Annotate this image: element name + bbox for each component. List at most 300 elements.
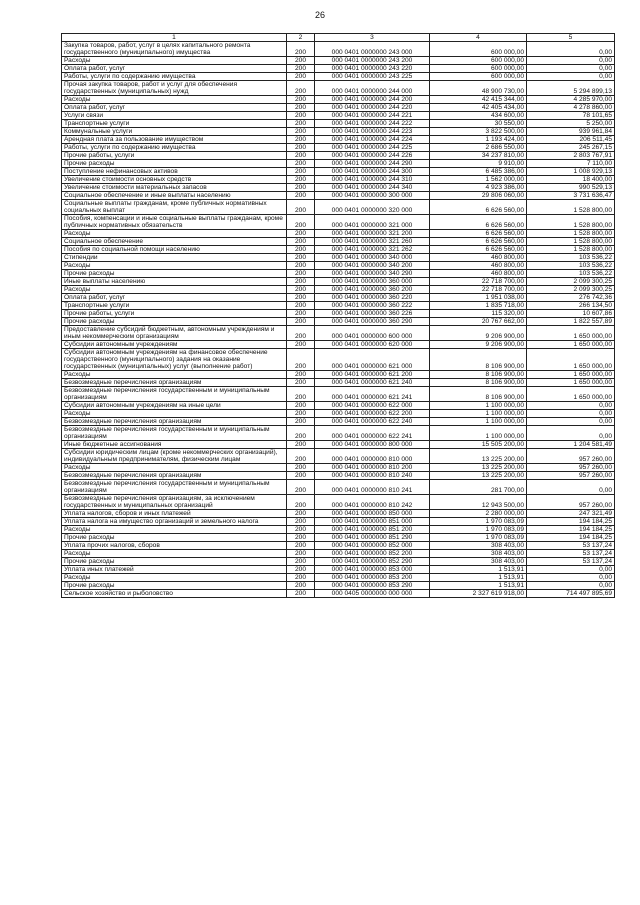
item-name-cell: Коммунальные услуги [62, 128, 287, 136]
fact-amount-cell: 266 134,50 [527, 302, 615, 310]
table-row [62, 160, 615, 168]
table-row [62, 246, 615, 254]
plan-amount-cell: 13 225 200,00 [430, 449, 527, 464]
item-name-cell: Работы, услуги по содержанию имущества [62, 144, 287, 152]
kbk-cell: 000 0401 0000000 621 241 [315, 387, 430, 402]
table-row [62, 96, 615, 104]
code-cell: 200 [287, 550, 315, 558]
kbk-cell: 000 0401 0000000 853 290 [315, 582, 430, 590]
item-name-cell: Оплата работ, услуг [62, 104, 287, 112]
table-row [62, 42, 615, 57]
code-cell: 200 [287, 518, 315, 526]
plan-amount-cell: 13 225 200,00 [430, 472, 527, 480]
table-row [62, 371, 615, 379]
plan-amount-cell: 600 000,00 [430, 65, 527, 73]
kbk-cell: 000 0401 0000000 244 220 [315, 104, 430, 112]
plan-amount-cell: 9 910,00 [430, 160, 527, 168]
plan-amount-cell: 6 626 560,00 [430, 238, 527, 246]
code-cell: 200 [287, 42, 315, 57]
item-name-cell: Безвозмездные перечисления организациям [62, 379, 287, 387]
table-row [62, 542, 615, 550]
code-cell: 200 [287, 582, 315, 590]
plan-amount-cell: 8 106 900,00 [430, 371, 527, 379]
fact-amount-cell: 53 137,24 [527, 550, 615, 558]
table-row [62, 441, 615, 449]
fact-amount-cell: 5 250,00 [527, 120, 615, 128]
item-name-cell: Уплата прочих налогов, сборов [62, 542, 287, 550]
fact-amount-cell: 957 260,00 [527, 449, 615, 464]
column-header: 5 [527, 34, 615, 42]
fact-amount-cell: 1 650 000,00 [527, 371, 615, 379]
item-name-cell: Социальные выплаты гражданам, кроме публичных нормативных социальных выплат [62, 200, 287, 215]
kbk-cell: 000 0401 0000000 810 241 [315, 480, 430, 495]
plan-amount-cell: 281 700,00 [430, 480, 527, 495]
plan-amount-cell: 6 626 560,00 [430, 230, 527, 238]
fact-amount-cell: 4 285 970,00 [527, 96, 615, 104]
code-cell: 200 [287, 480, 315, 495]
fact-amount-cell: 18 400,00 [527, 176, 615, 184]
table-row [62, 184, 615, 192]
kbk-cell: 000 0401 0000000 621 000 [315, 349, 430, 371]
fact-amount-cell: 939 961,84 [527, 128, 615, 136]
table-row [62, 566, 615, 574]
kbk-cell: 000 0401 0000000 810 240 [315, 472, 430, 480]
table-row [62, 590, 615, 598]
plan-amount-cell: 15 505 200,00 [430, 441, 527, 449]
table-row [62, 341, 615, 349]
table-row [62, 120, 615, 128]
table-row [62, 73, 615, 81]
plan-amount-cell: 22 718 700,00 [430, 286, 527, 294]
code-cell: 200 [287, 81, 315, 96]
kbk-cell: 000 0401 0000000 244 226 [315, 152, 430, 160]
fact-amount-cell: 5 294 899,13 [527, 81, 615, 96]
code-cell: 200 [287, 192, 315, 200]
item-name-cell: Расходы [62, 550, 287, 558]
code-cell: 200 [287, 184, 315, 192]
table-row [62, 310, 615, 318]
fact-amount-cell: 0,00 [527, 574, 615, 582]
code-cell: 200 [287, 534, 315, 542]
item-name-cell: Расходы [62, 96, 287, 104]
table-row [62, 230, 615, 238]
table-row [62, 518, 615, 526]
item-name-cell: Пособия по социальной помощи населению [62, 246, 287, 254]
item-name-cell: Оплата работ, услуг [62, 294, 287, 302]
kbk-cell: 000 0401 0000000 244 290 [315, 160, 430, 168]
code-cell: 200 [287, 57, 315, 65]
code-cell: 200 [287, 574, 315, 582]
table-row [62, 349, 615, 371]
table-row [62, 318, 615, 326]
item-name-cell: Транспортные услуги [62, 120, 287, 128]
table-row [62, 238, 615, 246]
fact-amount-cell: 1 528 800,00 [527, 215, 615, 230]
kbk-cell: 000 0401 0000000 810 000 [315, 449, 430, 464]
code-cell: 200 [287, 590, 315, 598]
kbk-cell: 000 0401 0000000 244 300 [315, 168, 430, 176]
item-name-cell: Субсидии автономным учреждениям на иные цели [62, 402, 287, 410]
code-cell: 200 [287, 418, 315, 426]
kbk-cell: 000 0401 0000000 851 200 [315, 526, 430, 534]
kbk-cell: 000 0401 0000000 340 200 [315, 262, 430, 270]
item-name-cell: Прочие расходы [62, 582, 287, 590]
item-name-cell: Безвозмездные перечисления государственным и муниципальным организациям [62, 387, 287, 402]
kbk-cell: 000 0401 0000000 243 225 [315, 73, 430, 81]
table-row [62, 495, 615, 510]
fact-amount-cell: 53 137,24 [527, 542, 615, 550]
plan-amount-cell: 1 513,91 [430, 582, 527, 590]
fact-amount-cell: 103 536,22 [527, 262, 615, 270]
fact-amount-cell: 2 099 300,25 [527, 278, 615, 286]
plan-amount-cell: 1 970 083,09 [430, 518, 527, 526]
kbk-cell: 000 0401 0000000 360 000 [315, 278, 430, 286]
plan-amount-cell: 2 686 550,00 [430, 144, 527, 152]
kbk-cell: 000 0401 0000000 360 200 [315, 286, 430, 294]
fact-amount-cell: 1 528 800,00 [527, 246, 615, 254]
fact-amount-cell: 1 650 000,00 [527, 379, 615, 387]
item-name-cell: Расходы [62, 574, 287, 582]
plan-amount-cell: 1 562 000,00 [430, 176, 527, 184]
table-row [62, 574, 615, 582]
table-row [62, 254, 615, 262]
fact-amount-cell: 7 110,00 [527, 160, 615, 168]
plan-amount-cell: 6 626 560,00 [430, 215, 527, 230]
item-name-cell: Расходы [62, 526, 287, 534]
plan-amount-cell: 3 822 500,00 [430, 128, 527, 136]
kbk-cell: 000 0401 0000000 852 000 [315, 542, 430, 550]
code-cell: 200 [287, 144, 315, 152]
fact-amount-cell: 0,00 [527, 402, 615, 410]
fact-amount-cell: 0,00 [527, 42, 615, 57]
item-name-cell: Оплата работ, услуг [62, 65, 287, 73]
table-row [62, 526, 615, 534]
plan-amount-cell: 600 000,00 [430, 73, 527, 81]
plan-amount-cell: 20 767 662,00 [430, 318, 527, 326]
code-cell: 200 [287, 112, 315, 120]
kbk-cell: 000 0401 0000000 244 340 [315, 184, 430, 192]
kbk-cell: 000 0401 0000000 851 290 [315, 534, 430, 542]
table-row [62, 144, 615, 152]
plan-amount-cell: 34 237 810,00 [430, 152, 527, 160]
plan-amount-cell: 2 327 619 918,00 [430, 590, 527, 598]
code-cell: 200 [287, 341, 315, 349]
table-row [62, 81, 615, 96]
item-name-cell: Безвозмездные перечисления организациям, за исключением государственных и муниципальных организаций [62, 495, 287, 510]
item-name-cell: Субсидии автономным учреждениям [62, 341, 287, 349]
table-row [62, 402, 615, 410]
plan-amount-cell: 6 626 560,00 [430, 200, 527, 215]
code-cell: 200 [287, 160, 315, 168]
table-row [62, 215, 615, 230]
plan-amount-cell: 1 193 424,00 [430, 136, 527, 144]
plan-amount-cell: 13 225 200,00 [430, 464, 527, 472]
plan-amount-cell: 6 626 560,00 [430, 246, 527, 254]
plan-amount-cell: 9 206 900,00 [430, 341, 527, 349]
code-cell: 200 [287, 152, 315, 160]
item-name-cell: Безвозмездные перечисления организациям [62, 418, 287, 426]
item-name-cell: Предоставление субсидий бюджетным, автономным учреждениям и иным некоммерческим организациям [62, 326, 287, 341]
plan-amount-cell: 308 403,00 [430, 542, 527, 550]
kbk-cell: 000 0401 0000000 853 000 [315, 566, 430, 574]
item-name-cell: Прочие расходы [62, 318, 287, 326]
item-name-cell: Закупка товаров, работ, услуг в целях капитального ремонта государственного (муниципального) имущества [62, 42, 287, 57]
plan-amount-cell: 1 513,91 [430, 566, 527, 574]
budget-table [61, 33, 615, 598]
kbk-cell: 000 0401 0000000 244 221 [315, 112, 430, 120]
plan-amount-cell: 1 100 000,00 [430, 402, 527, 410]
kbk-cell: 000 0401 0000000 622 241 [315, 426, 430, 441]
kbk-cell: 000 0401 0000000 850 000 [315, 510, 430, 518]
fact-amount-cell: 53 137,24 [527, 558, 615, 566]
table-row [62, 152, 615, 160]
code-cell: 200 [287, 495, 315, 510]
code-cell: 200 [287, 238, 315, 246]
code-cell: 200 [287, 270, 315, 278]
plan-amount-cell: 2 280 000,00 [430, 510, 527, 518]
code-cell: 200 [287, 120, 315, 128]
code-cell: 200 [287, 136, 315, 144]
code-cell: 200 [287, 542, 315, 550]
table-row [62, 176, 615, 184]
plan-amount-cell: 1 100 000,00 [430, 410, 527, 418]
fact-amount-cell: 2 803 767,91 [527, 152, 615, 160]
fact-amount-cell: 1 528 800,00 [527, 238, 615, 246]
kbk-cell: 000 0401 0000000 621 240 [315, 379, 430, 387]
table-row [62, 136, 615, 144]
table-header [62, 34, 615, 42]
fact-amount-cell: 1 528 800,00 [527, 230, 615, 238]
plan-amount-cell: 1 835 718,00 [430, 302, 527, 310]
code-cell: 200 [287, 168, 315, 176]
fact-amount-cell: 0,00 [527, 566, 615, 574]
kbk-cell: 000 0401 0000000 340 290 [315, 270, 430, 278]
fact-amount-cell: 0,00 [527, 582, 615, 590]
code-cell: 200 [287, 215, 315, 230]
plan-amount-cell: 29 806 060,00 [430, 192, 527, 200]
fact-amount-cell: 194 184,25 [527, 526, 615, 534]
fact-amount-cell: 194 184,25 [527, 534, 615, 542]
code-cell: 200 [287, 371, 315, 379]
fact-amount-cell: 1 650 000,00 [527, 349, 615, 371]
table-row [62, 472, 615, 480]
plan-amount-cell: 1 100 000,00 [430, 426, 527, 441]
plan-amount-cell: 42 415 344,00 [430, 96, 527, 104]
fact-amount-cell: 0,00 [527, 57, 615, 65]
code-cell: 200 [287, 510, 315, 518]
code-cell: 200 [287, 387, 315, 402]
item-name-cell: Расходы [62, 286, 287, 294]
kbk-cell: 000 0401 0000000 244 310 [315, 176, 430, 184]
kbk-cell: 000 0401 0000000 360 226 [315, 310, 430, 318]
table-row [62, 200, 615, 215]
item-name-cell: Иные выплаты населению [62, 278, 287, 286]
code-cell: 200 [287, 294, 315, 302]
table-row [62, 286, 615, 294]
fact-amount-cell: 247 321,49 [527, 510, 615, 518]
kbk-cell: 000 0401 0000000 244 000 [315, 81, 430, 96]
code-cell: 200 [287, 254, 315, 262]
code-cell: 200 [287, 426, 315, 441]
fact-amount-cell: 245 267,15 [527, 144, 615, 152]
kbk-cell: 000 0401 0000000 243 200 [315, 57, 430, 65]
table-row [62, 510, 615, 518]
table-row [62, 534, 615, 542]
item-name-cell: Субсидии автономным учреждениям на финансовое обеспечение государственного (муниципального) задания на оказание государственных (муниципальных) услуг (выполнение работ) [62, 349, 287, 371]
kbk-cell: 000 0401 0000000 852 290 [315, 558, 430, 566]
table-row [62, 65, 615, 73]
kbk-cell: 000 0401 0000000 300 000 [315, 192, 430, 200]
table-row [62, 294, 615, 302]
item-name-cell: Прочая закупка товаров, работ и услуг для обеспечения государственных (муниципальных) нужд [62, 81, 287, 96]
kbk-cell: 000 0401 0000000 851 000 [315, 518, 430, 526]
fact-amount-cell: 4 278 860,00 [527, 104, 615, 112]
kbk-cell: 000 0401 0000000 244 224 [315, 136, 430, 144]
fact-amount-cell: 957 260,00 [527, 464, 615, 472]
header-row [62, 34, 615, 42]
plan-amount-cell: 308 403,00 [430, 558, 527, 566]
kbk-cell: 000 0401 0000000 810 200 [315, 464, 430, 472]
code-cell: 200 [287, 326, 315, 341]
code-cell: 200 [287, 128, 315, 136]
code-cell: 200 [287, 96, 315, 104]
plan-amount-cell: 42 405 434,00 [430, 104, 527, 112]
table-row [62, 410, 615, 418]
kbk-cell: 000 0401 0000000 800 000 [315, 441, 430, 449]
code-cell: 200 [287, 558, 315, 566]
code-cell: 200 [287, 200, 315, 215]
plan-amount-cell: 434 600,00 [430, 112, 527, 120]
fact-amount-cell: 3 731 636,47 [527, 192, 615, 200]
column-header: 4 [430, 34, 527, 42]
item-name-cell: Субсидии юридическим лицам (кроме некоммерческих организаций), индивидуальным предпринимателям, физическим лицам [62, 449, 287, 464]
item-name-cell: Увеличение стоимости основных средств [62, 176, 287, 184]
kbk-cell: 000 0401 0000000 244 222 [315, 120, 430, 128]
fact-amount-cell: 1 650 000,00 [527, 341, 615, 349]
fact-amount-cell: 0,00 [527, 480, 615, 495]
table-row [62, 57, 615, 65]
plan-amount-cell: 48 900 730,00 [430, 81, 527, 96]
column-header: 3 [315, 34, 430, 42]
fact-amount-cell: 103 536,22 [527, 254, 615, 262]
code-cell: 200 [287, 349, 315, 371]
item-name-cell: Уплата налогов, сборов и иных платежей [62, 510, 287, 518]
item-name-cell: Расходы [62, 464, 287, 472]
plan-amount-cell: 600 000,00 [430, 57, 527, 65]
fact-amount-cell: 0,00 [527, 418, 615, 426]
item-name-cell: Безвозмездные перечисления организациям [62, 472, 287, 480]
item-name-cell: Пособия, компенсации и иные социальные выплаты гражданам, кроме публичных нормативных обязательств [62, 215, 287, 230]
item-name-cell: Работы, услуги по содержанию имущества [62, 73, 287, 81]
kbk-cell: 000 0401 0000000 600 000 [315, 326, 430, 341]
table-row [62, 278, 615, 286]
code-cell: 200 [287, 65, 315, 73]
fact-amount-cell: 957 260,00 [527, 472, 615, 480]
fact-amount-cell: 1 528 800,00 [527, 200, 615, 215]
kbk-cell: 000 0401 0000000 320 000 [315, 200, 430, 215]
table-row [62, 558, 615, 566]
fact-amount-cell: 206 511,45 [527, 136, 615, 144]
kbk-cell: 000 0401 0000000 621 200 [315, 371, 430, 379]
plan-amount-cell: 460 800,00 [430, 254, 527, 262]
item-name-cell: Услуги связи [62, 112, 287, 120]
item-name-cell: Прочие расходы [62, 534, 287, 542]
code-cell: 200 [287, 449, 315, 464]
item-name-cell: Сельское хозяйство и рыболовство [62, 590, 287, 598]
table-row [62, 104, 615, 112]
item-name-cell: Арендная плата за пользование имуществом [62, 136, 287, 144]
code-cell: 200 [287, 286, 315, 294]
plan-amount-cell: 4 923 386,00 [430, 184, 527, 192]
table-row [62, 418, 615, 426]
table-row [62, 426, 615, 441]
plan-amount-cell: 308 403,00 [430, 550, 527, 558]
code-cell: 200 [287, 246, 315, 254]
plan-amount-cell: 460 800,00 [430, 262, 527, 270]
item-name-cell: Расходы [62, 371, 287, 379]
code-cell: 200 [287, 176, 315, 184]
code-cell: 200 [287, 441, 315, 449]
plan-amount-cell: 1 513,91 [430, 574, 527, 582]
fact-amount-cell: 1 822 557,89 [527, 318, 615, 326]
fact-amount-cell: 990 529,13 [527, 184, 615, 192]
item-name-cell: Уплата иных платежей [62, 566, 287, 574]
item-name-cell: Безвозмездные перечисления государственным и муниципальным организациям [62, 480, 287, 495]
plan-amount-cell: 30 550,00 [430, 120, 527, 128]
kbk-cell: 000 0401 0000000 360 220 [315, 294, 430, 302]
item-name-cell: Социальное обеспечение и иные выплаты населению [62, 192, 287, 200]
kbk-cell: 000 0401 0000000 360 290 [315, 318, 430, 326]
plan-amount-cell: 1 100 000,00 [430, 418, 527, 426]
item-name-cell: Прочие расходы [62, 558, 287, 566]
fact-amount-cell: 10 607,86 [527, 310, 615, 318]
item-name-cell: Расходы [62, 410, 287, 418]
fact-amount-cell: 0,00 [527, 410, 615, 418]
item-name-cell: Расходы [62, 57, 287, 65]
page-number: 26 [314, 10, 325, 20]
kbk-cell: 000 0401 0000000 620 000 [315, 341, 430, 349]
table-row [62, 379, 615, 387]
kbk-cell: 000 0401 0000000 321 000 [315, 215, 430, 230]
code-cell: 200 [287, 402, 315, 410]
fact-amount-cell: 276 742,36 [527, 294, 615, 302]
fact-amount-cell: 0,00 [527, 73, 615, 81]
table-row [62, 112, 615, 120]
plan-amount-cell: 1 951 038,00 [430, 294, 527, 302]
table-row [62, 449, 615, 464]
kbk-cell: 000 0401 0000000 243 220 [315, 65, 430, 73]
plan-amount-cell: 12 943 500,00 [430, 495, 527, 510]
column-header: 2 [287, 34, 315, 42]
kbk-cell: 000 0401 0000000 810 242 [315, 495, 430, 510]
table-row [62, 270, 615, 278]
table-row [62, 464, 615, 472]
item-name-cell: Прочие расходы [62, 160, 287, 168]
kbk-cell: 000 0401 0000000 622 000 [315, 402, 430, 410]
code-cell: 200 [287, 379, 315, 387]
kbk-cell: 000 0401 0000000 321 200 [315, 230, 430, 238]
table-row [62, 550, 615, 558]
code-cell: 200 [287, 278, 315, 286]
kbk-cell: 000 0405 0000000 000 000 [315, 590, 430, 598]
table-row [62, 262, 615, 270]
table-row [62, 387, 615, 402]
code-cell: 200 [287, 566, 315, 574]
fact-amount-cell: 957 260,00 [527, 495, 615, 510]
fact-amount-cell: 1 008 929,13 [527, 168, 615, 176]
fact-amount-cell: 0,00 [527, 426, 615, 441]
plan-amount-cell: 8 106 900,00 [430, 387, 527, 402]
